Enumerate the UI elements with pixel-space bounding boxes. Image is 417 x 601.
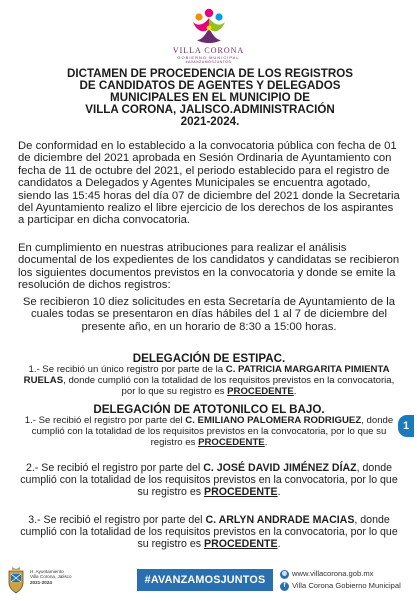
globe-icon: ◍ xyxy=(281,570,288,577)
item-text: 1.- Se recibió el registro por parte del xyxy=(24,415,186,426)
item-text: 2.- Se recibió el registro por parte del xyxy=(25,462,204,474)
logo-subtitle: GOBIERNO MUNICIPAL xyxy=(177,55,240,60)
villa-corona-logo xyxy=(0,6,417,65)
logo-name: VILLA CORONA xyxy=(172,46,245,55)
website-link[interactable] xyxy=(280,568,401,580)
facebook-icon: f xyxy=(280,582,289,591)
title-line: DICTAMEN DE PROCEDENCIA DE LOS REGISTROS xyxy=(67,67,353,80)
footer-government-info xyxy=(30,569,72,585)
municipal-crest-icon xyxy=(6,565,26,595)
item-text: . xyxy=(277,486,281,498)
registro-item xyxy=(18,365,400,397)
hashtag-banner: #AVANZAMOSJUNTOS xyxy=(137,569,273,591)
item-text: . xyxy=(293,385,297,397)
gov-line: H. Ayuntamiento xyxy=(30,569,64,574)
footer xyxy=(0,563,417,601)
gov-line: 2021-2024 xyxy=(30,579,52,585)
section-title: DELEGACIÓN DE ATOTONILCO EL BAJO. xyxy=(93,403,325,416)
status-procedente: PROCEDENTE xyxy=(227,385,294,397)
section-atotonilco xyxy=(18,403,400,448)
title-line: DE CANDIDATOS DE AGENTES Y DELEGADOS xyxy=(79,79,341,92)
title-line: VILLA CORONA, JALISCO.ADMINISTRACIÓN xyxy=(85,103,335,116)
item-text: , donde cumplió con la totalidad de los requisitos previstos en la convocatoria, por lo que su registro es xyxy=(31,415,394,448)
status-procedente: PROCEDENTE xyxy=(198,436,265,448)
logo-mark-icon xyxy=(187,6,231,46)
logo-tagline: #AVANZAMOSJUNTOS xyxy=(185,60,232,64)
website-text: www.villacorona.gob.mx xyxy=(292,569,374,578)
item-text: , donde cumplió con la totalidad de los requisitos previstos en la convocatoria, por lo que su registro es xyxy=(20,514,398,550)
item-text: . xyxy=(277,538,281,550)
paragraph-solicitudes: Se recibieron 10 diez solicitudes en esta Secretaría de Ayuntamiento de la cuales todas se presentaron en días hábiles del 1 al 7 de diciembre del presente año, en un horario de 8:30 a 15:00 horas. xyxy=(22,296,396,333)
section-estipac xyxy=(18,352,400,397)
facebook-link[interactable] xyxy=(280,580,401,592)
facebook-text: Villa Corona Gobierno Municipal xyxy=(292,581,401,590)
page-number-badge: 1 xyxy=(398,415,414,437)
status-procedente: PROCEDENTE xyxy=(204,538,278,550)
footer-social xyxy=(280,568,401,592)
item-text: . xyxy=(264,436,268,448)
title-line: MUNICIPALES EN EL MUNICIPIO DE xyxy=(110,91,310,104)
gov-line: Villa Corona, Jalisco xyxy=(30,574,72,580)
item-text: 3.- Se recibió el registro por parte del xyxy=(28,514,206,526)
item-text: 1.- Se recibió un único registro por parte de la xyxy=(28,364,226,375)
document-title xyxy=(60,68,360,128)
candidate-name: C. JOSÉ DAVID JIMÉNEZ DÍAZ xyxy=(203,462,357,474)
item-text: , donde cumplió con la totalidad de los requisitos previstos en la convocatoria, por lo que su registro es xyxy=(20,462,398,498)
paragraph-atribuciones: En cumplimiento en nuestras atribuciones para realizar el análisis documental de los expedientes de los candidatos y candidatas se recibieron los siguientes documentos previstos en la convocatoria y donde se emite la resolución de dichos registros: xyxy=(18,242,400,292)
status-procedente: PROCEDENTE xyxy=(204,486,278,498)
candidate-name: C. ARLYN ANDRADE MACIAS xyxy=(205,514,355,526)
candidate-name: C. PATRICIA MARGARITA PIMIENTA RUELAS xyxy=(23,364,390,386)
title-line: 2021-2024. xyxy=(180,115,240,128)
registro-item xyxy=(18,462,400,498)
registro-item xyxy=(18,514,400,550)
section-title: DELEGACIÓN DE ESTIPAC. xyxy=(132,352,286,365)
candidate-name: C. EMILIANO PALOMERA RODRIGUEZ xyxy=(185,415,362,426)
paragraph-convocatoria: De conformidad en lo establecido a la convocatoria pública con fecha de 01 de diciembre del 2021 aprobada en Sesión Ordinaria de Ayuntamiento con fecha de 11 de octubre del 2021, el periodo establecido para el registro de candidatos a Delegados y Agentes Municipales se encuentra agotado, siendo las 15:45 horas del día 07 de diciembre del 2021 donde la Secretaria del Ayuntamiento realizo el libre ejercicio de los derechos de los aspirantes a participar en dicha convocatoria. xyxy=(18,140,400,227)
item-text: , donde cumplió con la totalidad de los requisitos previstos en la convocatoria, por lo que su registro es xyxy=(63,374,395,397)
registro-item xyxy=(18,416,400,448)
